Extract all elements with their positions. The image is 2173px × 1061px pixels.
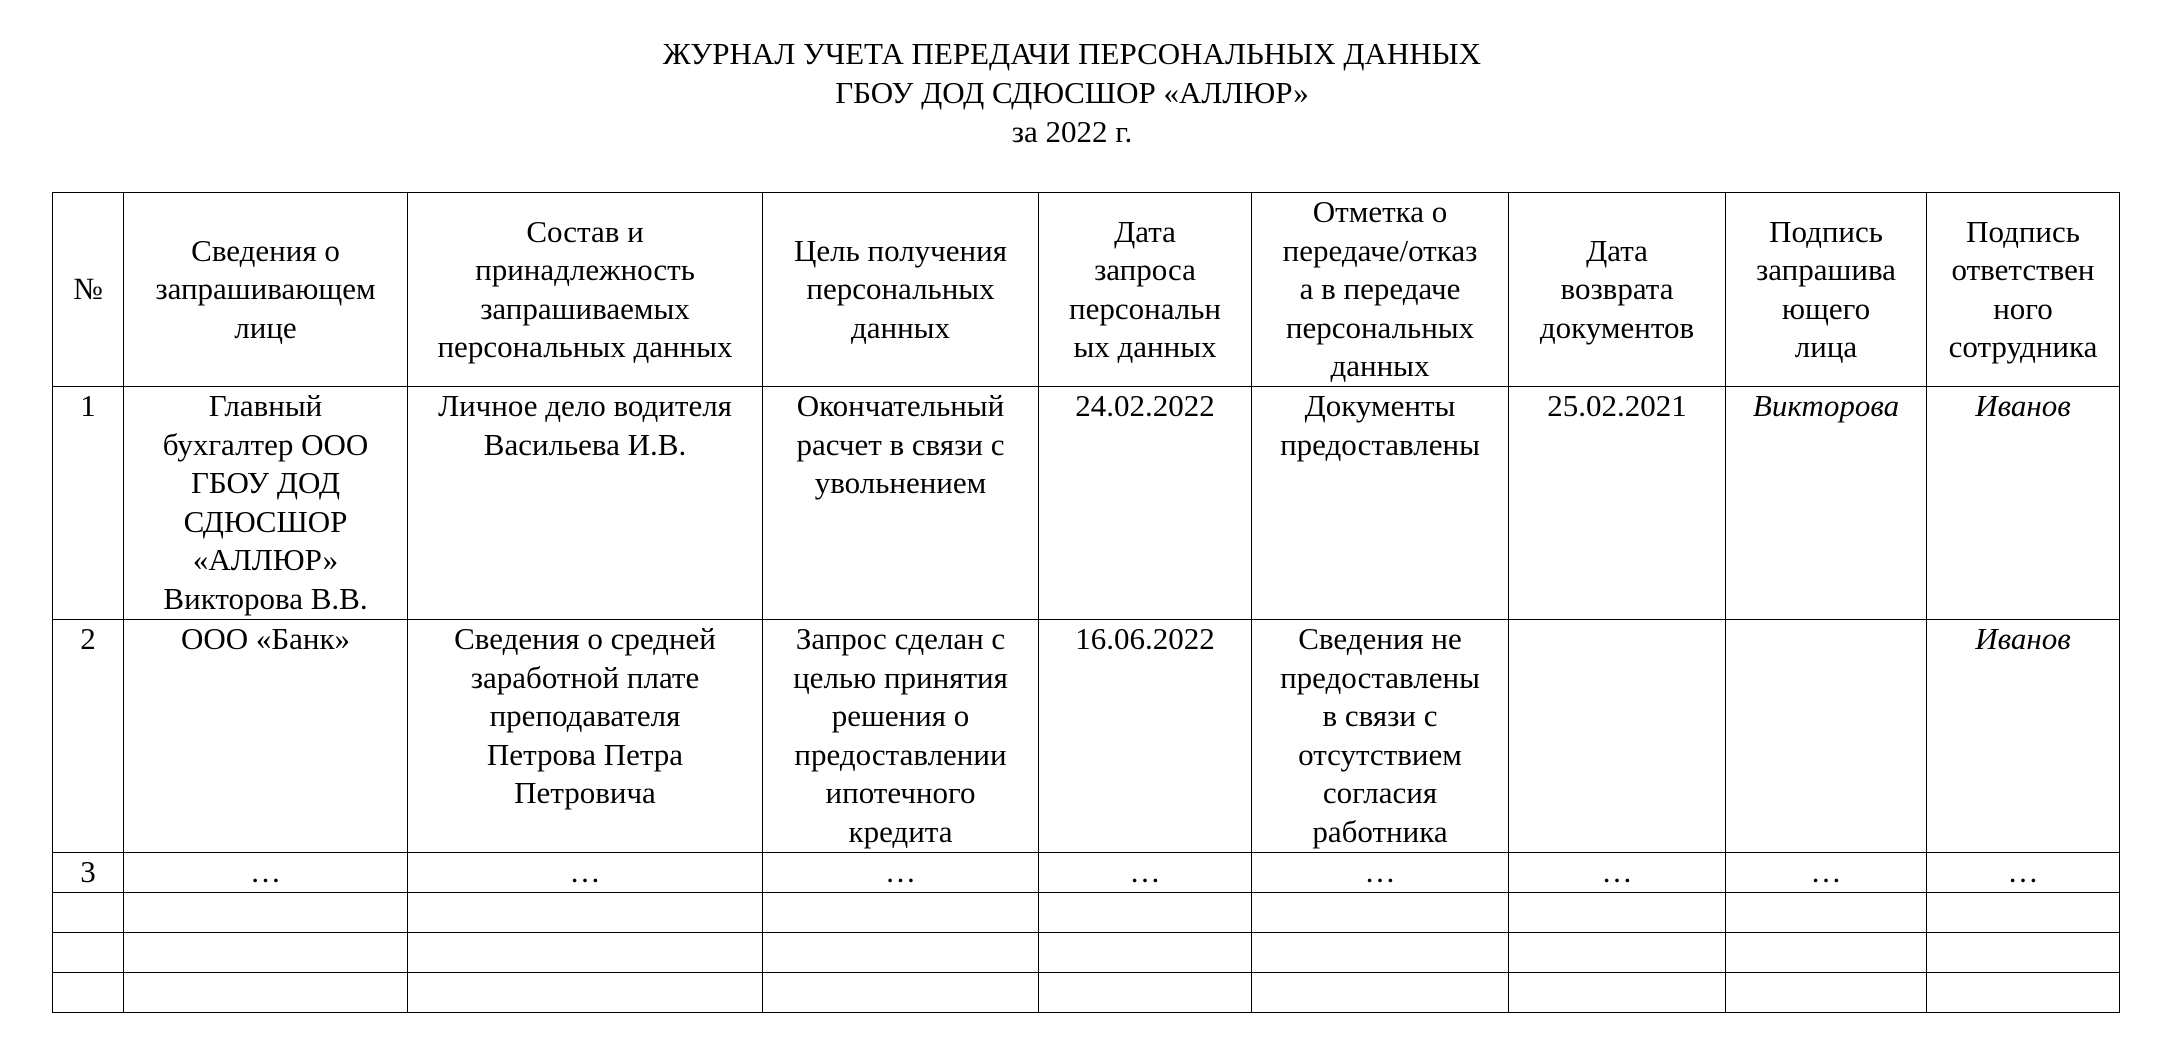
empty-cell: [763, 973, 1039, 1013]
ellipsis-cell: …: [1252, 853, 1509, 893]
empty-cell: [124, 893, 408, 933]
empty-cell: [53, 973, 124, 1013]
row-num: 2: [53, 620, 124, 853]
empty-row: [53, 933, 2120, 973]
header-mark: Отметка о передаче/отказ а в передаче персональных данных: [1252, 193, 1509, 387]
composition-cell: Сведения о средней заработной плате преподавателя Петрова Петра Петровича: [408, 620, 763, 853]
empty-cell: [408, 933, 763, 973]
ellipsis-cell: …: [124, 853, 408, 893]
empty-cell: [1509, 933, 1726, 973]
ellipsis-cell: …: [1726, 853, 1927, 893]
row-num: 1: [53, 387, 124, 620]
return-date-cell: [1509, 620, 1726, 853]
ellipsis-cell: …: [1509, 853, 1726, 893]
empty-cell: [1252, 973, 1509, 1013]
empty-row: [53, 893, 2120, 933]
header-employee-sign: Подпись ответствен ного сотрудника: [1927, 193, 2120, 387]
header-composition: Состав и принадлежность запрашиваемых персональных данных: [408, 193, 763, 387]
employee-signature: Иванов: [1927, 620, 2120, 853]
title-line-3: за 2022 г.: [1011, 114, 1133, 149]
empty-cell: [1252, 933, 1509, 973]
empty-cell: [1039, 973, 1252, 1013]
empty-cell: [763, 893, 1039, 933]
title-line-2: ГБОУ ДОД СДЮСШОР «АЛЛЮР»: [835, 75, 1309, 110]
ellipsis-cell: …: [763, 853, 1039, 893]
header-request-date: Дата запроса персональн ых данных: [1039, 193, 1252, 387]
title-line-1: ЖУРНАЛ УЧЕТА ПЕРЕДАЧИ ПЕРСОНАЛЬНЫХ ДАННЫХ: [662, 36, 1482, 71]
empty-cell: [1726, 933, 1927, 973]
ellipsis-cell: …: [1039, 853, 1252, 893]
empty-cell: [124, 933, 408, 973]
journal-title: [0, 34, 2144, 151]
header-row: [53, 193, 2120, 387]
requester-cell: ООО «Банк»: [124, 620, 408, 853]
empty-cell: [53, 893, 124, 933]
table-row: [53, 620, 2120, 853]
journal-table: [52, 192, 2120, 1013]
requester-cell: Главный бухгалтер ООО ГБОУ ДОД СДЮСШОР «АЛЛЮР» Викторова В.В.: [124, 387, 408, 620]
empty-cell: [53, 933, 124, 973]
header-requester-sign: Подпись запрашива ющего лица: [1726, 193, 1927, 387]
ellipsis-cell: …: [1927, 853, 2120, 893]
requester-signature: Викторова: [1726, 387, 1927, 620]
employee-signature: Иванов: [1927, 387, 2120, 620]
purpose-cell: Окончательный расчет в связи с увольнением: [763, 387, 1039, 620]
empty-row: [53, 973, 2120, 1013]
empty-cell: [408, 973, 763, 1013]
header-return-date: Дата возврата документов: [1509, 193, 1726, 387]
ellipsis-cell: …: [408, 853, 763, 893]
row-num: 3: [53, 853, 124, 893]
empty-cell: [124, 973, 408, 1013]
mark-cell: Сведения не предоставлены в связи с отсутствием согласия работника: [1252, 620, 1509, 853]
empty-cell: [1252, 893, 1509, 933]
request-date-cell: 24.02.2022: [1039, 387, 1252, 620]
empty-cell: [1927, 893, 2120, 933]
empty-cell: [1509, 973, 1726, 1013]
requester-signature: [1726, 620, 1927, 853]
table-row: [53, 387, 2120, 620]
empty-cell: [1039, 933, 1252, 973]
mark-cell: Документы предоставлены: [1252, 387, 1509, 620]
empty-cell: [408, 893, 763, 933]
composition-cell: Личное дело водителя Васильева И.В.: [408, 387, 763, 620]
empty-cell: [1726, 973, 1927, 1013]
empty-cell: [1509, 893, 1726, 933]
header-num: №: [53, 193, 124, 387]
request-date-cell: 16.06.2022: [1039, 620, 1252, 853]
empty-cell: [1039, 893, 1252, 933]
purpose-cell: Запрос сделан с целью принятия решения о предоставлении ипотечного кредита: [763, 620, 1039, 853]
empty-cell: [1927, 933, 2120, 973]
header-purpose: Цель получения персональных данных: [763, 193, 1039, 387]
return-date-cell: 25.02.2021: [1509, 387, 1726, 620]
table-row: [53, 853, 2120, 893]
empty-cell: [1927, 973, 2120, 1013]
header-requester: Сведения о запрашивающем лице: [124, 193, 408, 387]
empty-cell: [1726, 893, 1927, 933]
empty-cell: [763, 933, 1039, 973]
